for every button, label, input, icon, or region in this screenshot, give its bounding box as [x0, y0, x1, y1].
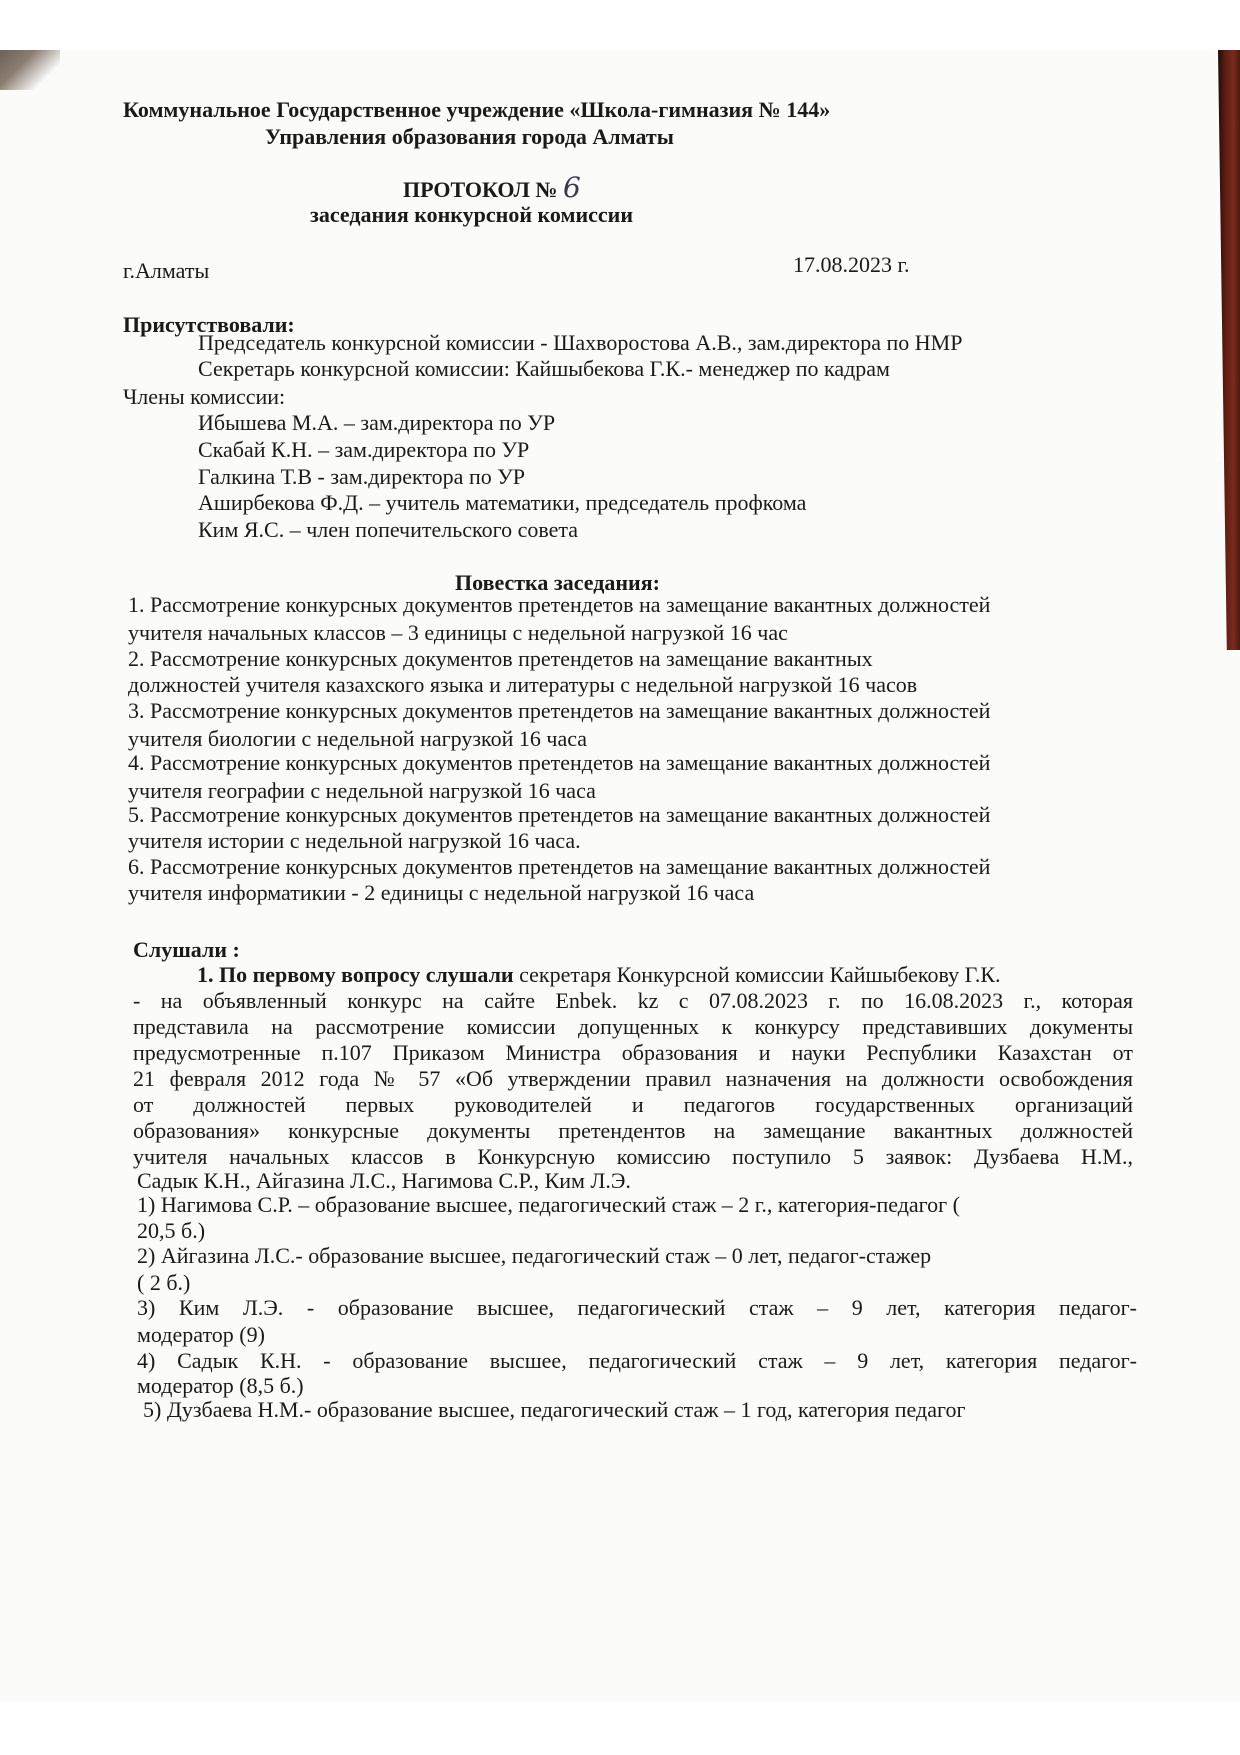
candidate-line: модератор (9) [137, 1322, 265, 1347]
attendance-heading: Присутствовали: [123, 312, 295, 337]
protocol-label: ПРОТОКОЛ № [403, 177, 558, 202]
secretary-line: Секретарь конкурсной комиссии: Кайшыбекова Г.К.- менеджер по кадрам [198, 356, 890, 381]
agenda-line: учителя биологии с недельной нагрузкой 16 часа [128, 726, 588, 751]
agenda-line: учителя географии с недельной нагрузкой 16 часа [128, 778, 596, 803]
hearing-line: предусмотренные п.107 Приказом Министра образования и науки Республики Казахстан от [133, 1040, 1133, 1065]
hearing-lead-bold: 1. По первому вопросу слушали [197, 962, 514, 987]
org-line-2: Управления образования города Алматы [265, 124, 674, 149]
agenda-line: 4. Рассмотрение конкурсных документов претендетов на замещание вакантных должностей [128, 750, 991, 775]
members-heading: Члены комиссии: [123, 384, 286, 409]
hearing-line: учителя начальных классов в Конкурсную комиссию поступило 5 заявок: Дузбаева Н.М., [133, 1144, 1133, 1169]
agenda-line: учителя информатикии - 2 единицы с недельной нагрузкой 16 часа [128, 880, 755, 905]
agenda-line: учителя истории с недельной нагрузкой 16 часа. [128, 828, 581, 853]
agenda-line: учителя начальных классов – 3 единицы с недельной нагрузкой 16 час [128, 620, 788, 645]
hearing-line: образования» конкурсные документы претендентов на замещание вакантных должностей [133, 1118, 1133, 1143]
chair-line: Председатель конкурсной комиссии - Шахворостова А.В., зам.директора по НМР [198, 330, 963, 355]
candidate-line: 4) Садык К.Н. - образование высшее, педагогический стаж – 9 лет, категория педагог- [137, 1348, 1137, 1373]
hearing-line: - на объявленный конкурс на сайте Enbek. kz с 07.08.2023 г. по 16.08.2023 г., которая [133, 988, 1133, 1013]
agenda-heading: Повестка заседания: [455, 570, 660, 595]
page-corner-shadow [0, 50, 60, 90]
agenda-line: 2. Рассмотрение конкурсных документов претендетов на замещание вакантных [128, 646, 873, 671]
candidate-line: модератор (8,5 б.) [137, 1373, 304, 1398]
candidate-line: 2) Айгазина Л.С.- образование высшее, педагогический стаж – 0 лет, педагог-стажер [137, 1243, 932, 1268]
candidate-line: 3) Ким Л.Э. - образование высшее, педагогический стаж – 9 лет, категория педагог- [137, 1295, 1137, 1320]
city: г.Алматы [123, 258, 210, 283]
member-item: Ибышева М.А. – зам.директора по УР [198, 410, 556, 435]
hearing-line: от должностей первых руководителей и педагогов государственных организаций [133, 1092, 1133, 1117]
hearing-heading: Слушали : [133, 937, 240, 962]
hearing-line: представила на рассмотрение комиссии допущенных к конкурсу представивших документы [133, 1014, 1133, 1039]
agenda-line: 3. Рассмотрение конкурсных документов претендетов на замещание вакантных должностей [128, 698, 991, 723]
agenda-line: должностей учителя казахского языка и литературы с недельной нагрузкой 16 часов [128, 672, 918, 697]
org-line-1: Коммунальное Государственное учреждение «Школа-гимназия № 144» [123, 97, 831, 122]
hearing-line: Садык К.Н., Айгазина Л.С., Нагимова С.Р., Ким Л.Э. [137, 1168, 631, 1193]
agenda-line: 6. Рассмотрение конкурсных документов претендетов на замещание вакантных должностей [128, 854, 991, 879]
protocol-number-handwritten: 6 [562, 171, 581, 204]
agenda-line: 5. Рассмотрение конкурсных документов претендетов на замещание вакантных должностей [128, 802, 991, 827]
protocol-title [403, 171, 581, 204]
member-item: Галкина Т.В - зам.директора по УР [198, 464, 526, 489]
hearing-lead-rest: секретаря Конкурсной комиссии Кайшыбекову Г.К. [519, 962, 1001, 987]
agenda-line: 1. Рассмотрение конкурсных документов претендетов на замещание вакантных должностей [128, 592, 991, 617]
candidate-line: 5) Дузбаева Н.М.- образование высшее, педагогический стаж – 1 год, категория педагог [143, 1397, 966, 1422]
hearing-line: 21 февраля 2012 года № 57 «Об утверждении правил назначения на должности освобождения [133, 1066, 1133, 1091]
member-item: Аширбекова Ф.Д. – учитель математики, председатель профкома [198, 490, 807, 515]
protocol-subtitle: заседания конкурсной комиссии [310, 202, 634, 227]
member-item: Скабай К.Н. – зам.директора по УР [198, 437, 530, 462]
member-item: Ким Я.С. – член попечительского совета [198, 517, 579, 542]
date: 17.08.2023 г. [793, 252, 910, 277]
candidate-line: 20,5 б.) [137, 1218, 206, 1243]
hearing-lead [197, 962, 1001, 988]
candidate-line: 1) Нагимова С.Р. – образование высшее, педагогический стаж – 2 г., категория-педагог ( [137, 1192, 960, 1217]
candidate-line: ( 2 б.) [137, 1270, 191, 1295]
